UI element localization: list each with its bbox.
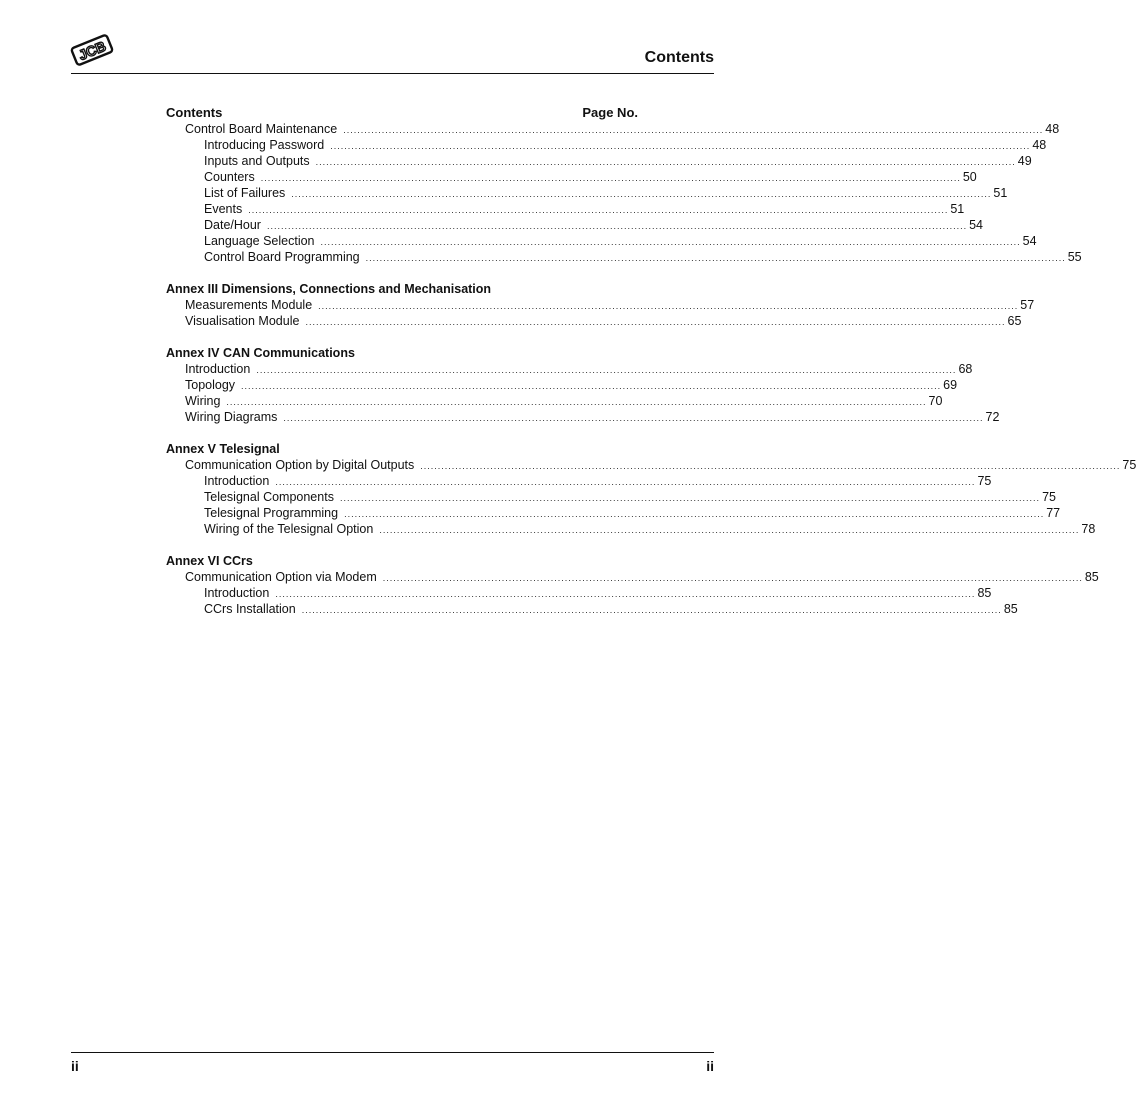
toc-page-heading: Page No. [582, 105, 638, 120]
toc-entry[interactable] [166, 569, 1099, 585]
toc-entry-page: 51 [950, 202, 965, 216]
jcb-logo [70, 33, 114, 67]
toc-entry-label: Inputs and Outputs [204, 154, 310, 168]
toc-entry-label: Wiring of the Telesignal Option [204, 522, 374, 536]
toc-dot-leader: ........................................................................................................................................................................................................ [420, 461, 1121, 471]
toc-entry[interactable] [166, 457, 1136, 473]
table-of-contents [166, 105, 1136, 617]
toc-dot-leader: ........................................................................................................................................................................................................ [266, 221, 968, 231]
toc-entry-page: 65 [1007, 314, 1022, 328]
toc-entry-label: Measurements Module [185, 298, 313, 312]
toc-dot-leader: ........................................................................................................................................................................................................ [226, 397, 927, 407]
toc-dot-leader: ........................................................................................................................................................................................................ [379, 525, 1080, 535]
footer-page-number-right: ii [706, 1058, 714, 1074]
toc-entry-label: Counters [204, 170, 255, 184]
toc-heading: Contents [166, 105, 223, 120]
toc-entry[interactable] [166, 505, 1061, 521]
toc-entry[interactable] [166, 297, 1035, 313]
toc-entry-page: 69 [943, 378, 958, 392]
toc-entry-page: 75 [977, 474, 992, 488]
toc-entry-page: 85 [1084, 570, 1099, 584]
toc-entry-page: 75 [1042, 490, 1056, 504]
toc-entry[interactable] [166, 121, 1060, 137]
toc-entry[interactable] [166, 201, 965, 217]
toc-entry-page: 49 [1017, 154, 1032, 168]
toc-entry-page: 48 [1032, 138, 1047, 152]
toc-entry[interactable] [166, 361, 973, 377]
toc-entry[interactable] [166, 473, 992, 489]
toc-entry-label: CCrs Installation [204, 602, 296, 616]
toc-entry[interactable] [166, 409, 1000, 425]
toc-section-title: Annex VI CCrs [166, 554, 253, 568]
toc-entry-label: Wiring [185, 394, 221, 408]
toc-dot-leader: ........................................................................................................................................................................................................ [343, 125, 1044, 135]
toc-entry-page: 54 [1022, 234, 1037, 248]
toc-entry-label: Control Board Programming [204, 250, 360, 264]
toc-section-title: Annex IV CAN Communications [166, 346, 355, 360]
toc-section-title: Annex V Telesignal [166, 442, 280, 456]
toc-entry-label: Telesignal Components [204, 490, 334, 504]
toc-dot-leader: ........................................................................................................................................................................................................ [320, 237, 1021, 247]
svg-text:JCB: JCB [76, 37, 109, 64]
toc-entry-page: 55 [1067, 250, 1082, 264]
toc-entry-label: Introducing Password [204, 138, 325, 152]
footer-divider [71, 1052, 714, 1053]
toc-dot-leader: ........................................................................................................................................................................................................ [256, 365, 957, 375]
toc-entry-page: 57 [1020, 298, 1035, 312]
toc-entry[interactable] [166, 217, 983, 233]
toc-entry[interactable] [166, 377, 958, 393]
toc-entry[interactable] [166, 137, 1047, 153]
toc-entry-label: Communication Option via Modem [185, 570, 377, 584]
toc-entry-page: 75 [1122, 458, 1136, 472]
toc-entry-label: Language Selection [204, 234, 315, 248]
toc-entry-page: 70 [928, 394, 943, 408]
toc-entry-label: Introduction [185, 362, 251, 376]
toc-dot-leader: ........................................................................................................................................................................................................ [301, 605, 1002, 615]
toc-entry[interactable] [166, 601, 1018, 617]
toc-dot-leader: ........................................................................................................................................................................................................ [365, 253, 1066, 263]
toc-entry-label: Control Board Maintenance [185, 122, 338, 136]
toc-entry-label: Communication Option by Digital Outputs [185, 458, 415, 472]
toc-entry-page: 77 [1046, 506, 1061, 520]
toc-entry[interactable] [166, 153, 1032, 169]
toc-entry[interactable] [166, 233, 1037, 249]
toc-section-title: Annex III Dimensions, Connections and Mechanisation [166, 282, 492, 296]
toc-dot-leader: ........................................................................................................................................................................................................ [382, 573, 1083, 583]
toc-dot-leader: ........................................................................................................................................................................................................ [318, 301, 1019, 311]
toc-entry[interactable] [166, 585, 992, 601]
toc-dot-leader: ........................................................................................................................................................................................................ [248, 205, 949, 215]
toc-dot-leader: ........................................................................................................................................................................................................ [275, 477, 976, 487]
toc-entry-page: 85 [977, 586, 992, 600]
footer-page-number-left: ii [71, 1058, 79, 1074]
toc-entry-page: 78 [1081, 522, 1096, 536]
toc-entry-label: Events [204, 202, 243, 216]
toc-dot-leader: ........................................................................................................................................................................................................ [315, 157, 1016, 167]
toc-entry-label: Date/Hour [204, 218, 261, 232]
toc-body [166, 121, 1136, 617]
toc-dot-leader: ........................................................................................................................................................................................................ [275, 589, 976, 599]
toc-dot-leader: ........................................................................................................................................................................................................ [291, 189, 992, 199]
toc-entry-label: List of Failures [204, 186, 286, 200]
toc-entry-label: Visualisation Module [185, 314, 300, 328]
toc-dot-leader: ........................................................................................................................................................................................................ [330, 141, 1031, 151]
toc-dot-leader: ........................................................................................................................................................................................................ [305, 317, 1006, 327]
toc-entry-page: 48 [1045, 122, 1060, 136]
toc-entry-label: Topology [185, 378, 236, 392]
toc-entry-label: Introduction [204, 474, 270, 488]
toc-entry[interactable] [166, 393, 943, 409]
toc-entry[interactable] [166, 169, 977, 185]
toc-entry-page: 50 [962, 170, 977, 184]
toc-entry-label: Telesignal Programming [204, 506, 339, 520]
toc-dot-leader: ........................................................................................................................................................................................................ [344, 509, 1045, 519]
toc-header [166, 105, 638, 121]
toc-entry-page: 54 [969, 218, 983, 232]
toc-entry[interactable] [166, 521, 1096, 537]
toc-entry[interactable] [166, 313, 1022, 329]
toc-dot-leader: ........................................................................................................................................................................................................ [260, 173, 961, 183]
toc-entry[interactable] [166, 185, 1008, 201]
toc-entry-page: 68 [958, 362, 973, 376]
toc-entry-label: Introduction [204, 586, 270, 600]
toc-entry-page: 51 [993, 186, 1008, 200]
toc-dot-leader: ........................................................................................................................................................................................................ [339, 493, 1041, 503]
header-divider [71, 73, 714, 74]
toc-entry-page: 85 [1003, 602, 1018, 616]
page-header-title: Contents [644, 49, 714, 66]
toc-entry-page: 72 [985, 410, 1000, 424]
toc-dot-leader: ........................................................................................................................................................................................................ [283, 413, 984, 423]
toc-dot-leader: ........................................................................................................................................................................................................ [241, 381, 942, 391]
toc-entry[interactable] [166, 489, 1056, 505]
toc-entry-label: Wiring Diagrams [185, 410, 278, 424]
toc-entry[interactable] [166, 249, 1082, 265]
